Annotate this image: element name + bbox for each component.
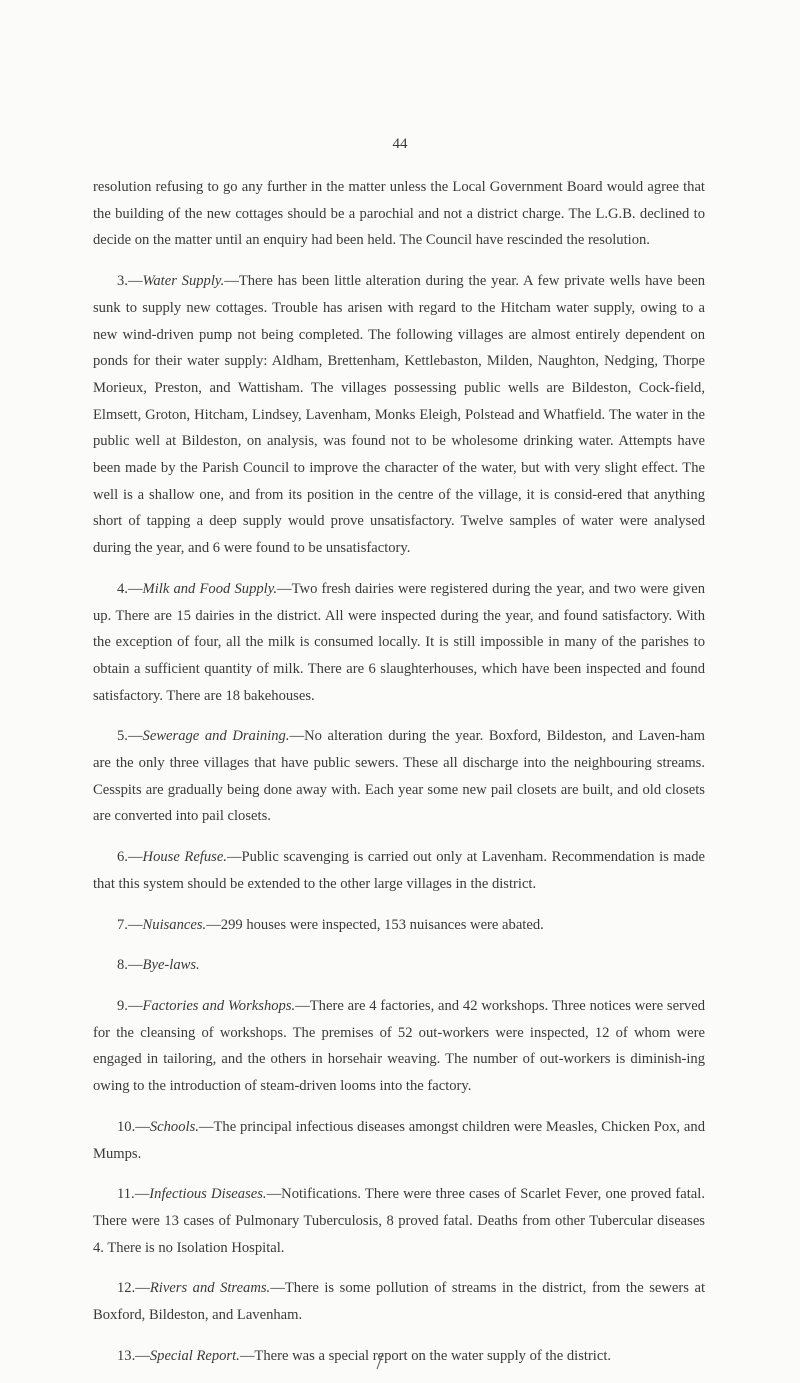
page-number: 44: [392, 136, 408, 152]
paragraph-text: There was a special report on the water supply of the district.: [254, 1347, 612, 1364]
paragraph-continuation: [93, 174, 705, 254]
section-heading: Water Supply.: [142, 273, 225, 290]
paragraph-text: Notifications. There were three cases of Scarlet Fever, one proved fatal. There were 13 cases of Pulmonary Tuberculosis, 8 proved fatal. Deaths from other Tubercular diseases 4. There is no Isolation Hospital.: [93, 1186, 705, 1256]
section-number: 12.: [117, 1280, 136, 1297]
section-factories-workshops: 9.—Factories and Workshops.—There are 4 factories, and 42 workshops. Three notices were served for the cleansing of workshops. The premises of 52 out-workers were inspected, 12 of whom were engaged in tailoring, and the others in horsehair weaving. The number of out-workers is diminish-ing owing to the introduction of steam-driven looms into the factory.: [93, 997, 705, 1095]
section-heading: Special Report.: [149, 1347, 240, 1364]
section-heading: Bye-laws.: [142, 957, 200, 974]
paragraph-text: Two fresh dairies were registered during the year, and two were given up. There are 15 dairies in the district. All were inspected during the year, and found satisfactory. With the exception of four, all the milk is consumed locally. It is still impossible in many of the parishes to obtain a sufficient quantity of milk. There are 6 slaughterhouses, which have been inspected and found satisfactory. There are 18 bakehouses.: [93, 580, 705, 704]
section-heading: Schools.: [149, 1118, 199, 1135]
section-number: 13.: [117, 1347, 136, 1364]
section-heading: Nuisances.: [142, 916, 207, 933]
section-heading: Rivers and Streams.: [149, 1280, 271, 1297]
section-number: 3.: [117, 273, 128, 290]
section-bye-laws: 8.—Bye-laws.: [117, 957, 200, 974]
paragraph-text: There is some pollution of streams in the district, from the sewers at Boxford, Bildeston, and Lavenham.: [93, 1280, 705, 1324]
section-number: 10.: [117, 1118, 136, 1135]
paragraph-text: No alteration during the year. Boxford, Bildeston, and Laven-ham are the only three villages that have public sewers. These all discharge into the neighbouring streams. Cesspits are gradually being done away with. Each year some new pail closets are built, and old closets are converted into pail closets.: [93, 728, 706, 825]
section-number: 7.: [117, 916, 128, 933]
section-number: 8.: [117, 957, 128, 974]
paragraph-text: 299 houses were inspected, 153 nuisances were abated.: [220, 916, 544, 933]
section-rivers-streams: 12.—Rivers and Streams.—There is some pollution of streams in the district, from the sewers at Boxford, Bildeston, and Lavenham.: [93, 1280, 705, 1324]
paragraph-text: There are 4 factories, and 42 workshops. Three notices were served for the cleansing of workshops. The premises of 52 out-workers were inspected, 12 of whom were engaged in tailoring, and the others in horsehair weaving. The number of out-workers is diminish-ing owing to the introduction of steam-driven looms into the factory.: [93, 997, 705, 1095]
section-sewerage-draining: 5.—Sewerage and Draining.—No alteration during the year. Boxford, Bildeston, and Laven-ham are the only three villages that have public sewers. These all discharge into the neighbouring streams. Cesspits are gradually being done away with. Each year some new pail closets are built, and old closets are converted into pail closets.: [93, 728, 706, 825]
section-number: 11.: [117, 1186, 135, 1203]
paragraph-text: The principal infectious diseases amongst children were Measles, Chicken Pox, and Mumps.: [93, 1118, 705, 1162]
section-milk-food-supply: 4.—Milk and Food Supply.—Two fresh dairies were registered during the year, and two were given up. There are 15 dairies in the district. All were inspected during the year, and found satisfactory. With the exception of four, all the milk is consumed locally. It is still impossible in many of the parishes to obtain a sufficient quantity of milk. There are 6 slaughterhouses, which have been inspected and found satisfactory. There are 18 bakehouses.: [93, 580, 705, 704]
section-nuisances: 7.—Nuisances.—299 houses were inspected, 153 nuisances were abated.: [117, 916, 544, 933]
paragraph-text: Public scavenging is carried out only at Lavenham. Recommendation is made that this system should be extended to the other large villages in the district.: [93, 849, 705, 892]
pen-stroke-mark: [375, 1352, 385, 1370]
section-heading: Infectious Diseases.: [149, 1186, 267, 1203]
section-number: 4.: [117, 580, 128, 597]
section-heading: Factories and Workshops.: [142, 997, 296, 1014]
section-schools: 10.—Schools.—The principal infectious diseases amongst children were Measles, Chicken Pox, and Mumps.: [93, 1118, 705, 1162]
paragraph-text: resolution refusing to go any further in the matter unless the Local Government Board would agree that the building of the new cottages should be a parochial and not a district charge. The L.G.B. declined to decide on the matter until an enquiry had been held. The Council have rescinded the resolution.: [93, 179, 705, 249]
section-number: 5.: [117, 728, 128, 745]
section-water-supply: 3.—Water Supply.—There has been little alteration during the year. A few private wells have been sunk to supply new cottages. Trouble has arisen with regard to the Hitcham water supply, owing to a new wind-driven pump not being completed. The following villages are almost entirely dependent on ponds for their water supply: Aldham, Brettenham, Kettlebaston, Milden, Naughton, Nedging, Thorpe Morieux, Preston, and Wattisham. The villages possessing public wells are Bildeston, Cock-field, Elmsett, Groton, Hitcham, Lindsey, Lavenham, Monks Eleigh, Polstead and Whatfield. The water in the public well at Bildeston, on analysis, was found not to be wholesome drinking water. Attempts have been made by the Parish Council to improve the character of the water, but with very slight effect. The well is a shallow one, and from its position in the centre of the village, it is consid-ered that anything short of tapping a deep supply would prove unsatisfactory. Twelve samples of water were analysed during the year, and 6 were found to be unsatisfactory.: [93, 273, 705, 557]
paragraph-text: There has been little alteration during the year. A few private wells have been sunk to supply new cottages. Trouble has arisen with regard to the Hitcham water supply, owing to a new wind-driven pump not being completed. The following villages are almost entirely dependent on ponds for their water supply: Aldham, Brettenham, Kettlebaston, Milden, Naughton, Nedging, Thorpe Morieux, Preston, and Wattisham. The villages possessing public wells are Bildeston, Cock-field, Elmsett, Groton, Hitcham, Lindsey, Lavenham, Monks Eleigh, Polstead and Whatfield. The water in the public well at Bildeston, on analysis, was found not to be wholesome drinking water. Attempts have been made by the Parish Council to improve the character of the water, but with very slight effect. The well is a shallow one, and from its position in the centre of the village, it is consid-ered that anything short of tapping a deep supply would prove unsatisfactory. Twelve samples of water were analysed during the year, and 6 were found to be unsatisfactory.: [93, 273, 705, 557]
document-body: [93, 174, 705, 1383]
section-infectious-diseases: 11.—Infectious Diseases.—Notifications. There were three cases of Scarlet Fever, one proved fatal. There were 13 cases of Pulmonary Tuberculosis, 8 proved fatal. Deaths from other Tubercular diseases 4. There is no Isolation Hospital.: [93, 1186, 705, 1256]
section-house-refuse: 6.—House Refuse.—Public scavenging is carried out only at Lavenham. Recommendation is made that this system should be extended to the other large villages in the district.: [93, 849, 705, 892]
section-special-report: 13.—Special Report.—There was a special report on the water supply of the district.: [117, 1347, 612, 1364]
section-number: 6.: [117, 849, 128, 866]
section-heading: Sewerage and Draining.: [142, 728, 290, 745]
section-heading: Milk and Food Supply.: [142, 580, 278, 597]
section-heading: House Refuse.: [142, 849, 227, 866]
section-number: 9.: [117, 997, 128, 1014]
